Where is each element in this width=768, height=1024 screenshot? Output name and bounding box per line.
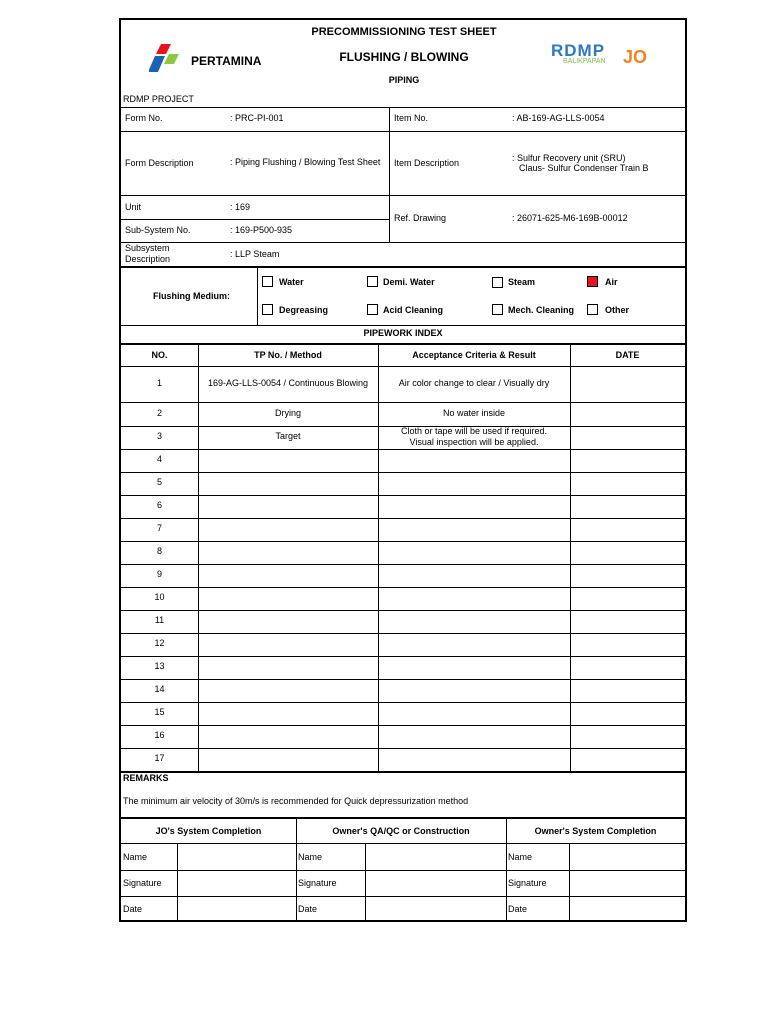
ref-drawing-value: : 26071-625-M6-169B-00012: [512, 213, 628, 223]
jo-signature-label: Signature: [123, 878, 162, 888]
owner-qaqc-name-label: Name: [298, 852, 323, 862]
subsystem-description-label-1: Subsystem: [125, 243, 170, 253]
subsystem-description-label-2: Description: [125, 254, 171, 264]
item-description-value-2: Claus- Sulfur Condenser Train B: [519, 163, 649, 173]
rdmp-jo-logo: [551, 40, 661, 70]
pertamina-logo-icon: [149, 42, 185, 76]
owner-system-name-field[interactable]: [570, 844, 685, 870]
owner-system-date-field[interactable]: [570, 897, 685, 922]
acid-cleaning-checkbox[interactable]: [367, 304, 378, 315]
jo-date-label: Date: [123, 904, 143, 914]
form-description-label: Form Description: [125, 158, 194, 168]
water-checkbox[interactable]: [262, 276, 273, 287]
row-number: 13: [154, 661, 165, 671]
steam-checkbox[interactable]: [492, 277, 503, 288]
row-number: 5: [156, 477, 162, 487]
owner-qaqc-date-label: Date: [298, 904, 318, 914]
row-date-field[interactable]: [571, 519, 685, 541]
row-number: 14: [154, 684, 165, 694]
row-number: 8: [156, 546, 162, 556]
row-date-field[interactable]: [571, 634, 685, 656]
item-description-label: Item Description: [394, 158, 460, 168]
row-date-field[interactable]: [571, 450, 685, 472]
row-date-field[interactable]: [571, 588, 685, 610]
owner-system-signature-label: Signature: [508, 878, 547, 888]
item-no-value: : AB-169-AG-LLS-0054: [512, 113, 605, 123]
row-date-field[interactable]: [571, 367, 685, 402]
rdmp-logo-text: RDMP: [551, 41, 606, 60]
row-date-field[interactable]: [571, 611, 685, 633]
row-acceptance-criteria: No water inside: [442, 407, 506, 418]
jo-date-field[interactable]: [178, 897, 295, 922]
demi-water-label: Demi. Water: [383, 277, 435, 287]
row-number: 15: [154, 707, 165, 717]
pertamina-logo-text: PERTAMINA: [191, 54, 262, 68]
header-acceptance-criteria: Acceptance Criteria & Result: [412, 350, 536, 360]
row-date-field[interactable]: [571, 703, 685, 725]
header-tp-method: TP No. / Method: [254, 350, 322, 360]
degreasing-checkbox[interactable]: [262, 304, 273, 315]
degreasing-label: Degreasing: [279, 305, 329, 315]
pipework-index-title: PIPEWORK INDEX: [363, 328, 443, 338]
owner-qaqc-signature-field[interactable]: [366, 871, 505, 896]
row-number: 12: [154, 638, 165, 648]
other-checkbox[interactable]: [587, 304, 598, 315]
form-discipline: PIPING: [388, 75, 420, 85]
balikpapan-logo-text: BALIKPAPAN: [563, 58, 606, 65]
owner-system-signature-field[interactable]: [570, 871, 685, 896]
row-number: 6: [156, 500, 162, 510]
row-date-field[interactable]: [571, 427, 685, 449]
row-date-field[interactable]: [571, 542, 685, 564]
owner-system-name-label: Name: [508, 852, 533, 862]
form-subtitle: FLUSHING / BLOWING: [339, 50, 469, 64]
row-number: 10: [154, 592, 165, 602]
row-date-field[interactable]: [571, 473, 685, 495]
pertamina-logo: [149, 42, 274, 76]
row-date-field[interactable]: [571, 657, 685, 679]
row-tp-method: Target: [275, 431, 301, 441]
steam-label: Steam: [508, 277, 536, 287]
row-number: 2: [156, 407, 162, 418]
remarks-text: The minimum air velocity of 30m/s is recommended for Quick depressurization method: [123, 796, 469, 806]
unit-value: : 169: [230, 202, 251, 212]
subsystem-no-value: : 169-P500-935: [230, 225, 293, 235]
row-date-field[interactable]: [571, 496, 685, 518]
jo-name-field[interactable]: [178, 844, 295, 870]
row-tp-method: Drying: [274, 407, 301, 418]
form-title: PRECOMMISSIONING TEST SHEET: [311, 26, 497, 38]
jo-name-label: Name: [123, 852, 148, 862]
owner-qaqc-signature-label: Signature: [298, 878, 337, 888]
project-label: RDMP PROJECT: [123, 94, 194, 104]
owner-system-date-label: Date: [508, 904, 528, 914]
owner-qaqc-name-field[interactable]: [366, 844, 505, 870]
header-no: NO.: [151, 350, 168, 360]
form-no-label: Form No.: [125, 113, 163, 123]
row-number: 11: [154, 615, 165, 625]
row-date-field[interactable]: [571, 726, 685, 748]
acid-cleaning-label: Acid Cleaning: [383, 305, 444, 315]
form-no-value: : PRC-PI-001: [230, 113, 284, 123]
row-acceptance-criteria: Cloth or tape will be used if required.: [400, 425, 548, 436]
row-number: 17: [154, 753, 165, 763]
subsystem-description-value: : LLP Steam: [230, 249, 280, 259]
remarks-title: REMARKS: [123, 773, 169, 783]
row-number: 9: [156, 569, 162, 579]
header-date: DATE: [615, 350, 640, 360]
jo-logo-text: JO: [623, 47, 648, 67]
row-number: 1: [156, 377, 162, 388]
owner-qaqc-construction-header: Owner's QA/QC or Construction: [332, 826, 470, 836]
row-number: 4: [156, 454, 162, 464]
row-date-field[interactable]: [571, 565, 685, 587]
ref-drawing-label: Ref. Drawing: [394, 213, 447, 223]
row-acceptance-criteria: Visual inspection will be applied.: [409, 436, 539, 447]
jo-system-completion-header: JO's System Completion: [155, 826, 262, 836]
row-acceptance-criteria: Air color change to clear / Visually dry: [398, 377, 550, 388]
row-number: 3: [156, 431, 162, 441]
item-no-label: Item No.: [394, 113, 429, 123]
form-description-value: : Piping Flushing / Blowing Test Sheet: [230, 157, 381, 167]
subsystem-no-label: Sub-System No.: [125, 225, 191, 235]
air-label: Air: [605, 277, 618, 287]
row-tp-method: 169-AG-LLS-0054 / Continuous Blowing: [207, 377, 369, 388]
mech-cleaning-label: Mech. Cleaning: [508, 305, 575, 315]
mech-cleaning-checkbox[interactable]: [492, 304, 503, 315]
row-number: 7: [156, 523, 162, 533]
row-date-field[interactable]: [571, 403, 685, 426]
air-checkbox[interactable]: [587, 276, 598, 287]
owner-qaqc-date-field[interactable]: [366, 897, 505, 922]
owner-system-completion-header: Owner's System Completion: [534, 826, 657, 836]
water-label: Water: [279, 277, 304, 287]
flushing-medium-label: Flushing Medium:: [153, 291, 230, 301]
item-description-value-1: : Sulfur Recovery unit (SRU): [512, 153, 626, 163]
jo-signature-field[interactable]: [178, 871, 295, 896]
unit-label: Unit: [125, 202, 142, 212]
row-date-field[interactable]: [571, 749, 685, 771]
row-date-field[interactable]: [571, 680, 685, 702]
demi-water-checkbox[interactable]: [367, 276, 378, 287]
row-number: 16: [154, 730, 165, 740]
test-sheet: [119, 18, 687, 922]
other-label: Other: [605, 305, 630, 315]
